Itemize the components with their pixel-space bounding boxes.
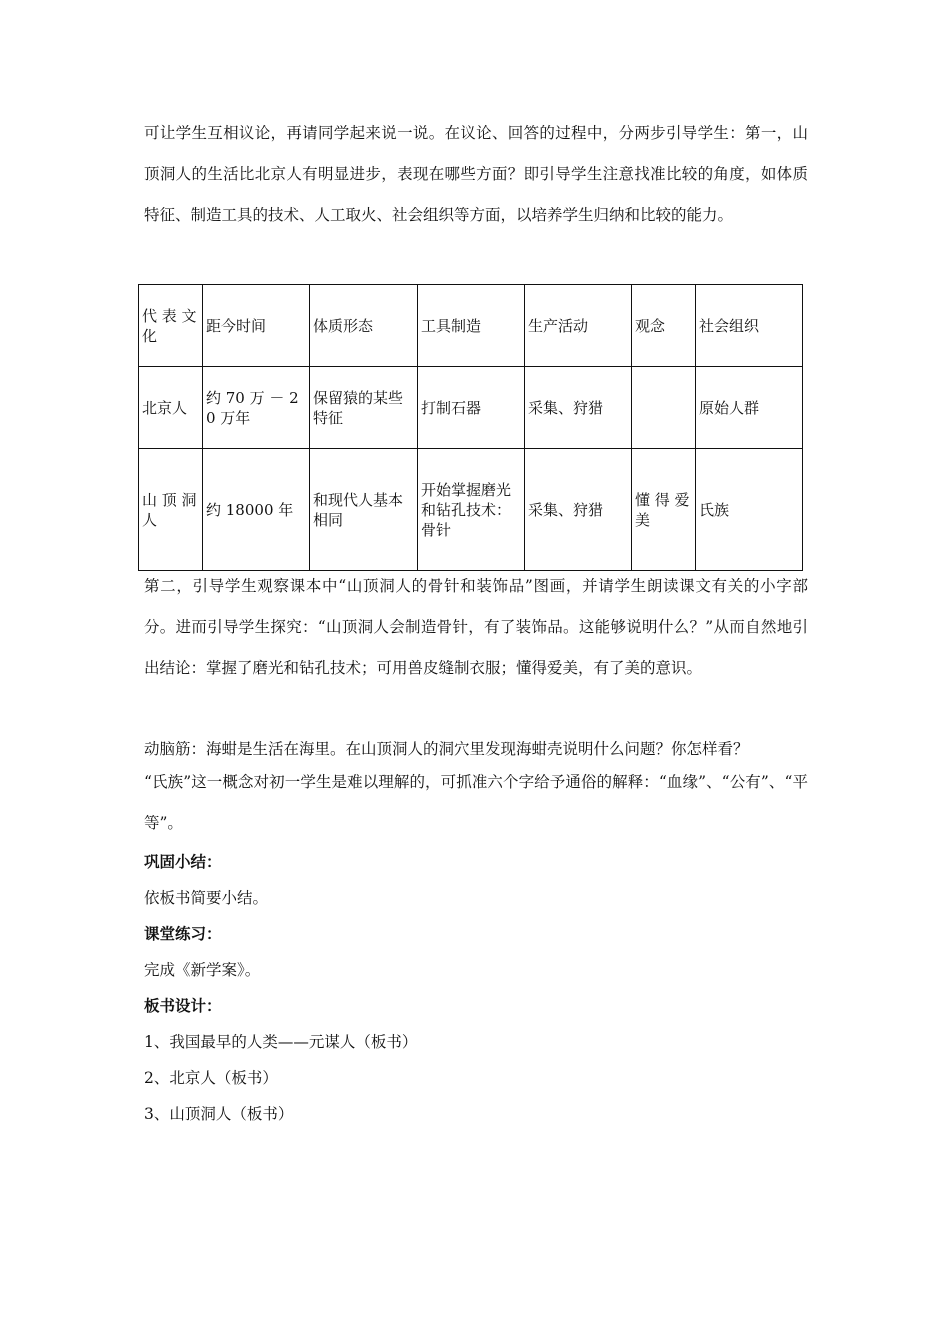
table-cell: 氏族 <box>696 449 803 571</box>
table-header-cell: 社会组织 <box>696 285 803 367</box>
table-header-cell: 工具制造 <box>418 285 525 367</box>
board-item: 3、山顶洞人（板书） <box>144 1105 294 1123</box>
table-cell: 和现代人基本相同 <box>310 449 418 571</box>
table-cell: 约 70 万 － 20 万年 <box>203 367 310 449</box>
table-row <box>139 367 803 449</box>
table-cell: 山 顶 洞 人 <box>139 449 203 571</box>
second-step-paragraph: 第二，引导学生观察课本中“山顶洞人的骨针和装饰品”图画，并请学生朗读课文有关的小字部分。进而引导学生探究：“山顶洞人会制造骨针，有了装饰品。这能够说明什么？”从而自然地引出结论：掌握了磨光和钻孔技术；可用兽皮缝制衣服；懂得爱美，有了美的意识。 <box>144 577 808 677</box>
table-header-cell: 观念 <box>632 285 696 367</box>
table-header-cell: 代 表 文 化 <box>139 285 203 367</box>
table-cell: 懂 得 爱 美 <box>632 449 696 571</box>
board-item: 2、北京人（板书） <box>144 1069 278 1087</box>
brain-teaser: 动脑筋：海蚶是生活在海里。在山顶洞人的洞穴里发现海蚶壳说明什么问题？你怎样看？ <box>144 740 749 758</box>
comparison-table <box>138 284 803 571</box>
table-header-cell: 生产活动 <box>525 285 632 367</box>
table-cell: 打制石器 <box>418 367 525 449</box>
table-cell <box>632 367 696 449</box>
table-cell: 北京人 <box>139 367 203 449</box>
table-row <box>139 449 803 571</box>
table-cell: 原始人群 <box>696 367 803 449</box>
table-cell: 采集、狩猎 <box>525 449 632 571</box>
clan-note-paragraph: “氏族”这一概念对初一学生是难以理解的，可抓准六个字给予通俗的解释：“血缘”、“公有”、“平等”。 <box>144 773 808 832</box>
practice-heading: 课堂练习： <box>144 925 222 943</box>
summary-heading: 巩固小结： <box>144 853 222 871</box>
table-header-cell: 体质形态 <box>310 285 418 367</box>
board-item: 1、我国最早的人类——元谋人（板书） <box>144 1033 418 1051</box>
table-cell: 约 18000 年 <box>203 449 310 571</box>
intro-paragraph: 可让学生互相议论，再请同学起来说一说。在议论、回答的过程中，分两步引导学生：第一，山顶洞人的生活比北京人有明显进步，表现在哪些方面？即引导学生注意找准比较的角度，如体质特征、制造工具的技术、人工取火、社会组织等方面，以培养学生归纳和比较的能力。 <box>144 124 808 224</box>
table-cell: 开始掌握磨光和钻孔技术：骨针 <box>418 449 525 571</box>
practice-text: 完成《新学案》。 <box>144 961 261 979</box>
table-header-row <box>139 285 803 367</box>
board-heading: 板书设计： <box>144 997 222 1015</box>
table-header-cell: 距今时间 <box>203 285 310 367</box>
summary-text: 依板书简要小结。 <box>144 889 269 907</box>
table-cell: 采集、狩猎 <box>525 367 632 449</box>
table-cell: 保留猿的某些特征 <box>310 367 418 449</box>
